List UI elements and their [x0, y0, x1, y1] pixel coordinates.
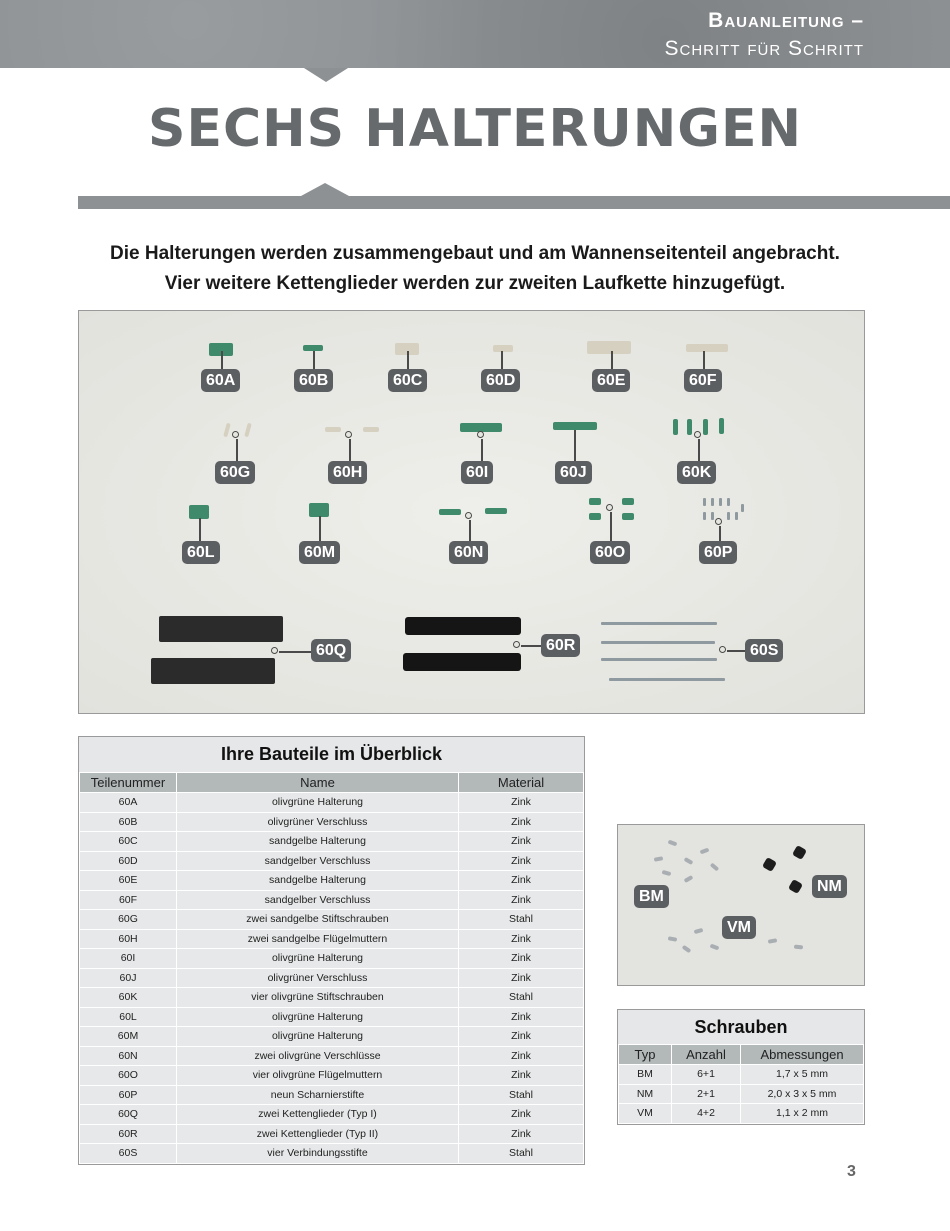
parts-cell: Zink — [459, 1027, 584, 1047]
parts-col-name: Name — [177, 773, 459, 793]
screws-row — [619, 1065, 864, 1085]
parts-cell: 60D — [80, 851, 177, 871]
parts-cell: zwei Kettenglieder (Typ I) — [177, 1105, 459, 1125]
part-60s-image — [601, 622, 717, 625]
parts-row — [80, 1144, 584, 1164]
parts-cell: olivgrüner Verschluss — [177, 968, 459, 988]
parts-cell: Zink — [459, 949, 584, 969]
screws-table — [617, 1009, 865, 1125]
parts-cell: Zink — [459, 793, 584, 813]
parts-cell: 60N — [80, 1046, 177, 1066]
parts-row — [80, 851, 584, 871]
part-60n-image — [439, 509, 461, 515]
screws-cell: NM — [619, 1084, 672, 1104]
parts-cell: 60H — [80, 929, 177, 949]
parts-table-title: Ihre Bauteile im Überblick — [79, 737, 584, 772]
screws-row — [619, 1104, 864, 1124]
parts-col-material: Material — [459, 773, 584, 793]
parts-row — [80, 871, 584, 891]
header-subtitle: Schritt für Schritt — [664, 37, 864, 60]
parts-cell: 60R — [80, 1124, 177, 1144]
screws-cell: 1,1 x 2 mm — [741, 1104, 864, 1124]
part-60l-image — [189, 505, 209, 519]
label-60k: 60K — [677, 461, 716, 484]
parts-cell: sandgelbe Halterung — [177, 871, 459, 891]
parts-cell: zwei sandgelbe Flügelmuttern — [177, 929, 459, 949]
parts-cell: zwei olivgrüne Verschlüsse — [177, 1046, 459, 1066]
parts-cell: 60G — [80, 910, 177, 930]
screws-col-dimensions: Abmessungen — [741, 1045, 864, 1065]
parts-cell: vier olivgrüne Stiftschrauben — [177, 988, 459, 1008]
parts-cell: neun Scharnierstifte — [177, 1085, 459, 1105]
screws-col-count: Anzahl — [672, 1045, 741, 1065]
screws-cell: 2+1 — [672, 1084, 741, 1104]
parts-cell: Stahl — [459, 1085, 584, 1105]
parts-row — [80, 988, 584, 1008]
bm-screw-image — [668, 840, 678, 847]
screws-table-grid — [618, 1044, 864, 1124]
label-60b: 60B — [294, 369, 333, 392]
parts-cell: 60S — [80, 1144, 177, 1164]
parts-cell: Zink — [459, 968, 584, 988]
parts-cell: 60K — [80, 988, 177, 1008]
parts-row — [80, 968, 584, 988]
parts-cell: Zink — [459, 851, 584, 871]
parts-cell: Stahl — [459, 910, 584, 930]
part-60o-image — [589, 498, 601, 505]
parts-cell: 60C — [80, 832, 177, 852]
label-60p: 60P — [699, 541, 737, 564]
intro-text — [40, 239, 910, 299]
screws-cell: BM — [619, 1065, 672, 1085]
title-rule — [78, 196, 950, 209]
parts-cell: Zink — [459, 812, 584, 832]
parts-cell: Zink — [459, 1066, 584, 1086]
parts-cell: 60L — [80, 1007, 177, 1027]
parts-row — [80, 890, 584, 910]
label-60q: 60Q — [311, 639, 351, 662]
part-60m-image — [309, 503, 329, 517]
parts-cell: 60O — [80, 1066, 177, 1086]
parts-cell: sandgelber Verschluss — [177, 890, 459, 910]
screws-col-type: Typ — [619, 1045, 672, 1065]
part-60j-image — [553, 422, 597, 430]
part-60r-image — [405, 617, 521, 635]
parts-cell: 60B — [80, 812, 177, 832]
label-60h: 60H — [328, 461, 367, 484]
parts-cell: Zink — [459, 890, 584, 910]
screws-cell: VM — [619, 1104, 672, 1124]
label-60n: 60N — [449, 541, 488, 564]
parts-table — [78, 736, 585, 1165]
parts-cell: Zink — [459, 871, 584, 891]
part-60e-image — [587, 341, 631, 354]
parts-cell: 60P — [80, 1085, 177, 1105]
part-60g-image — [223, 423, 230, 438]
parts-row — [80, 1085, 584, 1105]
parts-row — [80, 812, 584, 832]
parts-cell: Stahl — [459, 1144, 584, 1164]
label-60o: 60O — [590, 541, 630, 564]
label-bm: BM — [634, 885, 669, 908]
parts-cell: olivgrüne Halterung — [177, 1007, 459, 1027]
parts-cell: Zink — [459, 1124, 584, 1144]
screws-cell: 6+1 — [672, 1065, 741, 1085]
intro-line-1: Die Halterungen werden zusammengebaut und am Wannenseitenteil angebracht. — [110, 243, 840, 264]
page-title: SECHS HALTERUNGEN — [148, 99, 802, 159]
label-60a: 60A — [201, 369, 240, 392]
parts-cell: Zink — [459, 832, 584, 852]
label-60s: 60S — [745, 639, 783, 662]
parts-cell: Zink — [459, 1046, 584, 1066]
title-rule-notch — [301, 183, 349, 196]
parts-cell: olivgrüne Halterung — [177, 949, 459, 969]
parts-cell: Zink — [459, 1105, 584, 1125]
label-60c: 60C — [388, 369, 427, 392]
page-number: 3 — [847, 1163, 856, 1180]
screws-photo — [617, 824, 865, 986]
parts-cell: vier Verbindungsstifte — [177, 1144, 459, 1164]
parts-cell: zwei sandgelbe Stiftschrauben — [177, 910, 459, 930]
parts-col-number: Teilenummer — [80, 773, 177, 793]
parts-cell: 60F — [80, 890, 177, 910]
intro-line-2: Vier weitere Kettenglieder werden zur zweiten Laufkette hinzugefügt. — [164, 273, 786, 294]
screws-table-title: Schrauben — [618, 1010, 864, 1044]
parts-cell: Zink — [459, 1007, 584, 1027]
screws-cell: 4+2 — [672, 1104, 741, 1124]
parts-row — [80, 949, 584, 969]
label-60l: 60L — [182, 541, 220, 564]
screws-cell: 2,0 x 3 x 5 mm — [741, 1084, 864, 1104]
part-60k-image — [673, 419, 678, 435]
label-60f: 60F — [684, 369, 722, 392]
parts-row — [80, 1007, 584, 1027]
screws-cell: 1,7 x 5 mm — [741, 1065, 864, 1085]
parts-row — [80, 929, 584, 949]
label-60i: 60I — [461, 461, 493, 484]
parts-row — [80, 793, 584, 813]
header-notch — [304, 68, 348, 82]
parts-cell: olivgrüner Verschluss — [177, 812, 459, 832]
parts-cell: 60A — [80, 793, 177, 813]
parts-cell: olivgrüne Halterung — [177, 1027, 459, 1047]
parts-row — [80, 832, 584, 852]
label-nm: NM — [812, 875, 847, 898]
parts-cell: Zink — [459, 929, 584, 949]
parts-row — [80, 1124, 584, 1144]
parts-row — [80, 1046, 584, 1066]
parts-cell: 60Q — [80, 1105, 177, 1125]
parts-cell: olivgrüne Halterung — [177, 793, 459, 813]
part-60p-image — [703, 498, 706, 506]
label-60m: 60M — [299, 541, 340, 564]
parts-cell: 60J — [80, 968, 177, 988]
label-60g: 60G — [215, 461, 255, 484]
part-60f-image — [686, 344, 728, 352]
nm-nut-image — [762, 857, 777, 872]
part-60q-image — [159, 616, 283, 642]
label-vm: VM — [722, 916, 756, 939]
parts-cell: vier olivgrüne Flügelmuttern — [177, 1066, 459, 1086]
part-60h-image — [325, 427, 341, 432]
parts-cell: Stahl — [459, 988, 584, 1008]
parts-cell: 60M — [80, 1027, 177, 1047]
vm-screw-image — [668, 936, 678, 942]
screws-row — [619, 1084, 864, 1104]
parts-cell: zwei Kettenglieder (Typ II) — [177, 1124, 459, 1144]
parts-row — [80, 1027, 584, 1047]
parts-photo — [78, 310, 865, 714]
label-60j: 60J — [555, 461, 592, 484]
parts-row — [80, 910, 584, 930]
part-60d-image — [493, 345, 513, 352]
parts-row — [80, 1066, 584, 1086]
header-title: Bauanleitung – — [708, 9, 864, 32]
parts-cell: sandgelber Verschluss — [177, 851, 459, 871]
parts-table-grid — [79, 772, 584, 1164]
label-60e: 60E — [592, 369, 630, 392]
parts-cell: 60I — [80, 949, 177, 969]
label-60r: 60R — [541, 634, 580, 657]
parts-row — [80, 1105, 584, 1125]
label-60d: 60D — [481, 369, 520, 392]
parts-cell: sandgelbe Halterung — [177, 832, 459, 852]
parts-cell: 60E — [80, 871, 177, 891]
